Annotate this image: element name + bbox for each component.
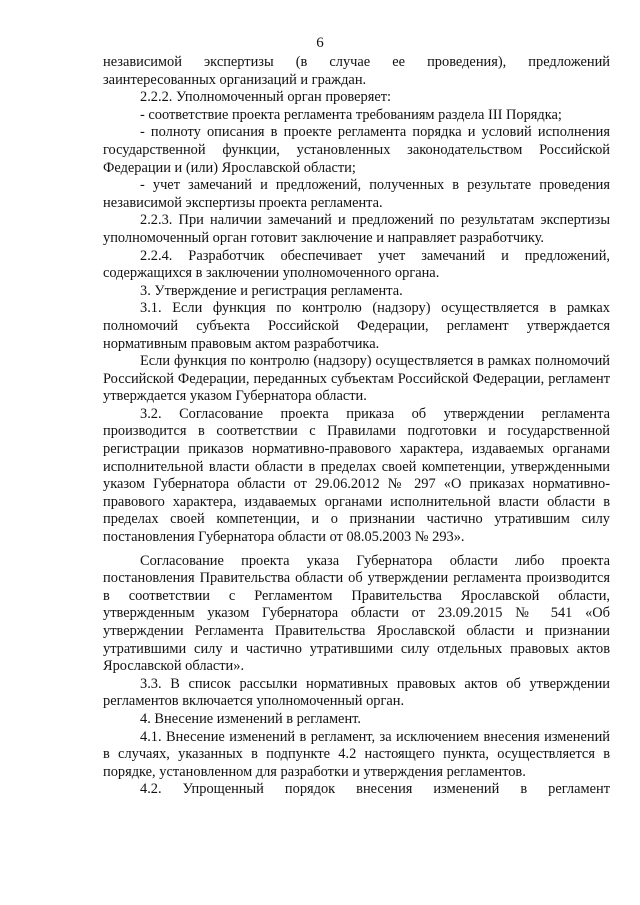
paragraph-2-2-3: 2.2.3. При наличии замечаний и предложений по результатам экспертизы уполномоченный орган готовит заключение и направляет разработчику. xyxy=(103,212,610,246)
list-item-completeness: - полноту описания в проекте регламента порядка и условий исполнения государственной функции, установленных законодательством Российской Федерации и (или) Ярославской области; xyxy=(103,124,610,176)
paragraph-3-2-second: Согласование проекта указа Губернатора области либо проекта постановления Правительства области об утверждении регламента производится в соответствии с Регламентом Правительства Ярославской области, утвержденным указом Губернатора области от 23.09.2015 № 541 «Об утверждении Регламента Правительства Ярославской области и признании утратившими силу и частично утратившими силу отдельных правовых актов Ярославской области». xyxy=(103,552,610,675)
paragraph-3-1-second: Если функция по контролю (надзору) осуществляется в рамках полномочий Российской Федерации, переданных субъектам Российской Федерации, регламент утверждается указом Губернатора области. xyxy=(103,353,610,405)
list-item-compliance: - соответствие проекта регламента требованиям раздела III Порядка; xyxy=(140,106,562,123)
paragraph-3-2: 3.2. Согласование проекта приказа об утверждении регламента производится в соответствии с Правилами подготовки и государственной регистрации приказов нормативно-правового характера, издаваемых органами исполнительной власти области в пределах своей компетенции, утвержденными указом Губернатора области от 29.06.2012 № 297 «О приказах нормативно-правового характера, издаваемых органами исполнительной власти области в пределах своей компетенции, и о признании частично утратившим силу постановления Губернатора области от 08.05.2003 № 293». xyxy=(103,405,610,546)
page-number: 6 xyxy=(316,35,324,51)
paragraph-4-1: 4.1. Внесение изменений в регламент, за исключением внесения изменений в случаях, указанных в подпункте 4.2 настоящего пункта, осуществляется в порядке, установленном для разработки и утверждения регламентов. xyxy=(103,728,610,780)
list-item-remarks: - учет замечаний и предложений, полученных в результате проведения независимой экспертизы проекта регламента. xyxy=(103,177,610,211)
document-body xyxy=(103,54,610,799)
paragraph-3-1: 3.1. Если функция по контролю (надзору) осуществляется в рамках полномочий субъекта Российской Федерации, регламент утверждается нормативным правовым актом разработчика. xyxy=(103,300,610,352)
section-heading-4: 4. Внесение изменений в регламент. xyxy=(140,710,361,727)
paragraph-continuation: независимой экспертизы (в случае ее проведения), предложений заинтересованных организаций и граждан. xyxy=(103,54,610,88)
paragraph-4-2: 4.2. Упрощенный порядок внесения изменений в регламент xyxy=(140,781,610,798)
paragraph-3-3: 3.3. В список рассылки нормативных правовых актов об утверждении регламентов включается уполномоченный орган. xyxy=(103,675,610,710)
section-heading-3: 3. Утверждение и регистрация регламента. xyxy=(140,282,403,299)
paragraph-2-2-2: 2.2.2. Уполномоченный орган проверяет: xyxy=(140,89,391,106)
paragraph-2-2-4: 2.2.4. Разработчик обеспечивает учет замечаний и предложений, содержащихся в заключении уполномоченного органа. xyxy=(103,247,610,282)
